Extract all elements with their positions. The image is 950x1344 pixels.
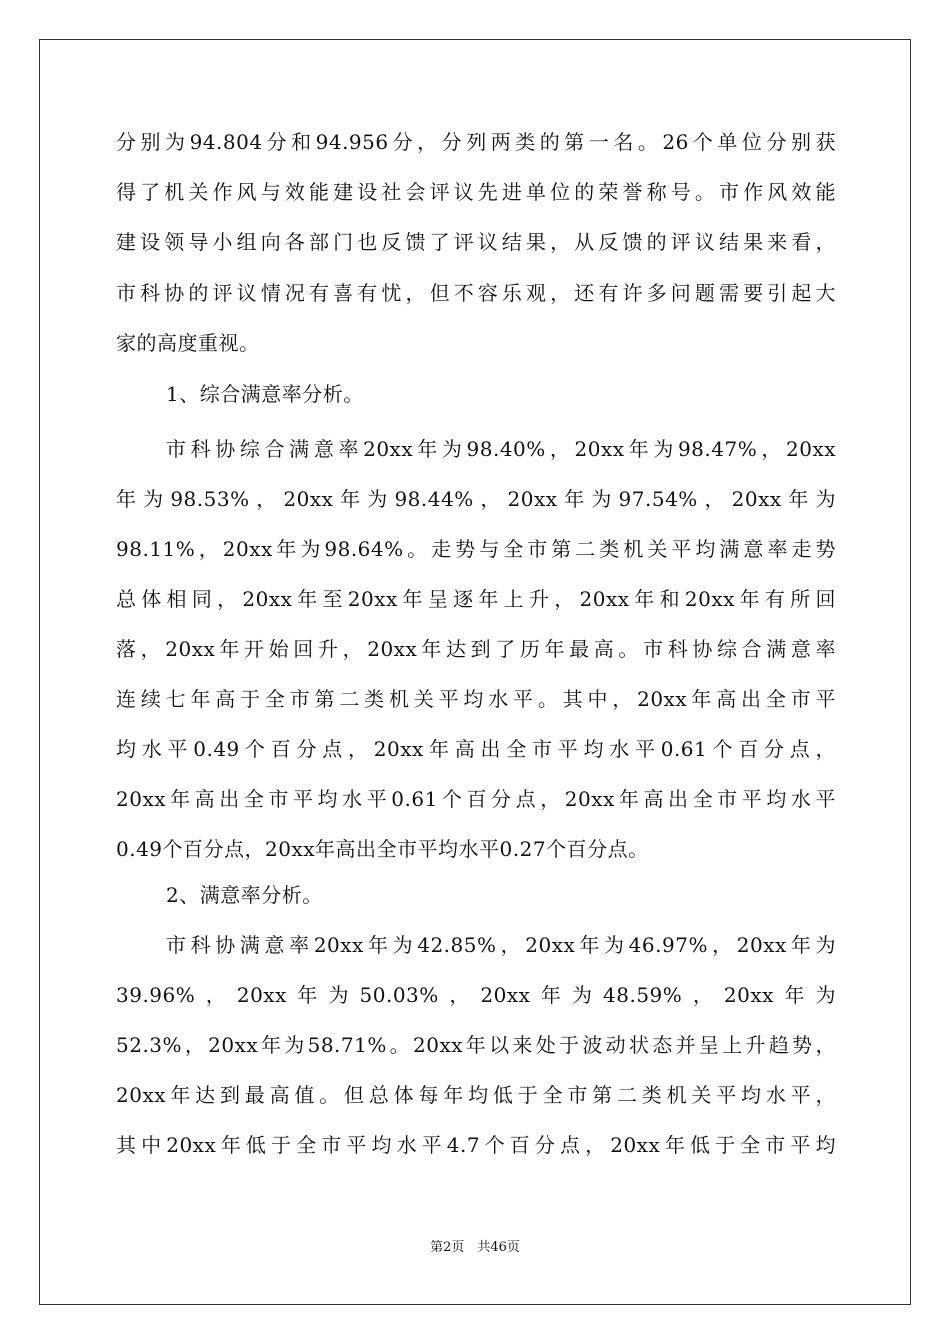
paragraph-line: 连续七年高于全市第二类机关平均水平。其中，20xx年高出全市平 [116,687,836,711]
paragraph-line: 市科协综合满意率20xx年为98.40%，20xx年为98.47%，20xx [166,437,836,461]
section-heading: 2、满意率分析。 [166,883,323,907]
paragraph-line: 39.96%，20xx年为50.03%，20xx年为48.59%，20xx年为 [116,983,836,1007]
paragraph-line: 分别为94.804分和94.956分，分列两类的第一名。26个单位分别获 [116,130,836,154]
paragraph-line: 市科协的评议情况有喜有忧，但不容乐观，还有许多问题需要引起大 [116,281,836,305]
paragraph-line: 20xx年高出全市平均水平0.61个百分点，20xx年高出全市平均水平 [116,787,836,811]
paragraph-line: 年为98.53%，20xx年为98.44%，20xx年为97.54%，20xx年为 [116,487,836,511]
paragraph-line: 0.49个百分点，20xx年高出全市平均水平0.27个百分点。 [116,837,649,861]
paragraph-line: 市科协满意率20xx年为42.85%，20xx年为46.97%，20xx年为 [166,933,836,957]
paragraph-line: 98.11%，20xx年为98.64%。走势与全市第二类机关平均满意率走势 [116,537,836,561]
paragraph-line: 家的高度重视。 [116,331,260,355]
paragraph-line: 建设领导小组向各部门也反馈了评议结果，从反馈的评议结果来看， [116,230,836,254]
paragraph-line: 得了机关作风与效能建设社会评议先进单位的荣誉称号。市作风效能 [116,180,836,204]
page-number-footer: 第2页 共46页 [430,1240,520,1255]
paragraph-line: 均水平0.49个百分点，20xx年高出全市平均水平0.61个百分点， [116,737,836,761]
section-heading: 1、综合满意率分析。 [166,382,364,406]
paragraph-line: 落，20xx年开始回升，20xx年达到了历年最高。市科协综合满意率 [116,637,836,661]
paragraph-line: 20xx年达到最高值。但总体每年均低于全市第二类机关平均水平， [116,1083,836,1107]
paragraph-line: 52.3%，20xx年为58.71%。20xx年以来处于波动状态并呈上升趋势， [116,1033,836,1057]
paragraph-line: 其中20xx年低于全市平均水平4.7个百分点，20xx年低于全市平均 [116,1133,836,1157]
paragraph-line: 总体相同，20xx年至20xx年呈逐年上升，20xx年和20xx年有所回 [116,587,836,611]
